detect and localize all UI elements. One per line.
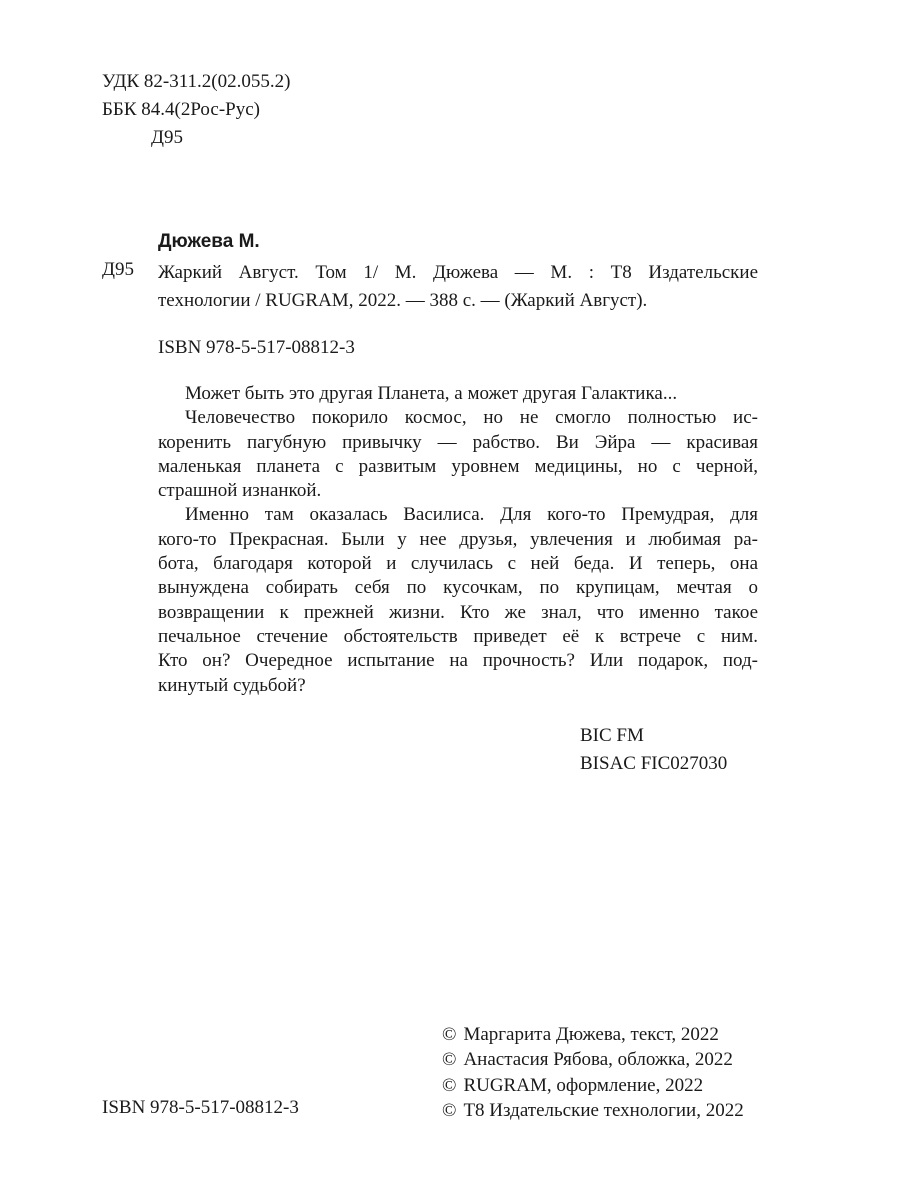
annotation-line: Человечество покорило космос, но не смогло полностью ис- (185, 407, 758, 429)
udk-code: УДК 82-311.2(02.055.2) (102, 71, 291, 92)
copyright-sign: © (442, 1074, 457, 1096)
bisac-code: BISAC FIC027030 (580, 753, 728, 774)
annotation-line: бота, благодаря которой и случилась с ней беда. И теперь, она (158, 553, 758, 575)
copyright-line (442, 1073, 744, 1098)
copyright-text: Маргарита Дюжева, текст, 2022 (463, 1024, 719, 1045)
annotation (158, 382, 758, 698)
copyright-line (442, 1098, 744, 1123)
annotation-line: возвращении к прежней жизни. Кто же знал, что именно такое (158, 601, 758, 623)
annotation-line: маленькая планета с развитым уровнем медицины, но с черной, (158, 455, 758, 477)
annotation-line: Именно там оказалась Василиса. Для кого-то Премудрая, для (185, 504, 758, 526)
annotation-line: кинутый судьбой? (158, 674, 306, 696)
copyright-sign: © (442, 1049, 457, 1071)
annotation-line: коренить пагубную привычку — рабство. Ви Эйра — красивая (158, 431, 758, 453)
author-name: Дюжева М. (158, 231, 260, 252)
bic-code: BIC FM (580, 725, 644, 746)
copyright-text: RUGRAM, оформление, 2022 (463, 1074, 704, 1096)
isbn-top: ISBN 978-5-517-08812-3 (158, 337, 355, 358)
copyright-line (442, 1022, 744, 1047)
annotation-line: Кто он? Очередное испытание на прочность? Или подарок, под- (158, 650, 758, 672)
copyright-sign: © (442, 1024, 457, 1045)
author-sign-code: Д95 (151, 127, 183, 148)
bibliographic-line: Жаркий Август. Том 1/ М. Дюжева — М. : Т8 Издательские (158, 262, 758, 283)
annotation-line: Может быть это другая Планета, а может другая Галактика... (185, 383, 678, 404)
copyright-line (442, 1047, 744, 1072)
copyright-text: Т8 Издательские технологии, 2022 (463, 1099, 744, 1121)
subject-codes (580, 722, 727, 778)
bbk-code: ББК 84.4(2Рос-Рус) (102, 99, 260, 120)
annotation-line: печальное стечение обстоятельств приведет её к встрече с ним. (158, 625, 758, 647)
annotation-line: страшной изнанкой. (158, 480, 322, 502)
bibliographic-line: технологии / RUGRAM, 2022. — 388 с. — (Жаркий Август). (158, 290, 648, 311)
copyright-sign: © (442, 1099, 457, 1121)
annotation-line: вынуждена собирать себя по кусочкам, по крупицам, мечтая о (158, 577, 758, 599)
classification-block (102, 68, 290, 152)
annotation-line: кого-то Прекрасная. Были у нее друзья, увлечения и любимая ра- (158, 528, 758, 550)
bibliographic-code: Д95 (102, 259, 134, 280)
copyright-block (442, 1022, 744, 1123)
copyright-text: Анастасия Рябова, обложка, 2022 (463, 1049, 733, 1071)
bibliographic-description (158, 259, 758, 315)
isbn-bottom: ISBN 978-5-517-08812-3 (102, 1097, 299, 1118)
